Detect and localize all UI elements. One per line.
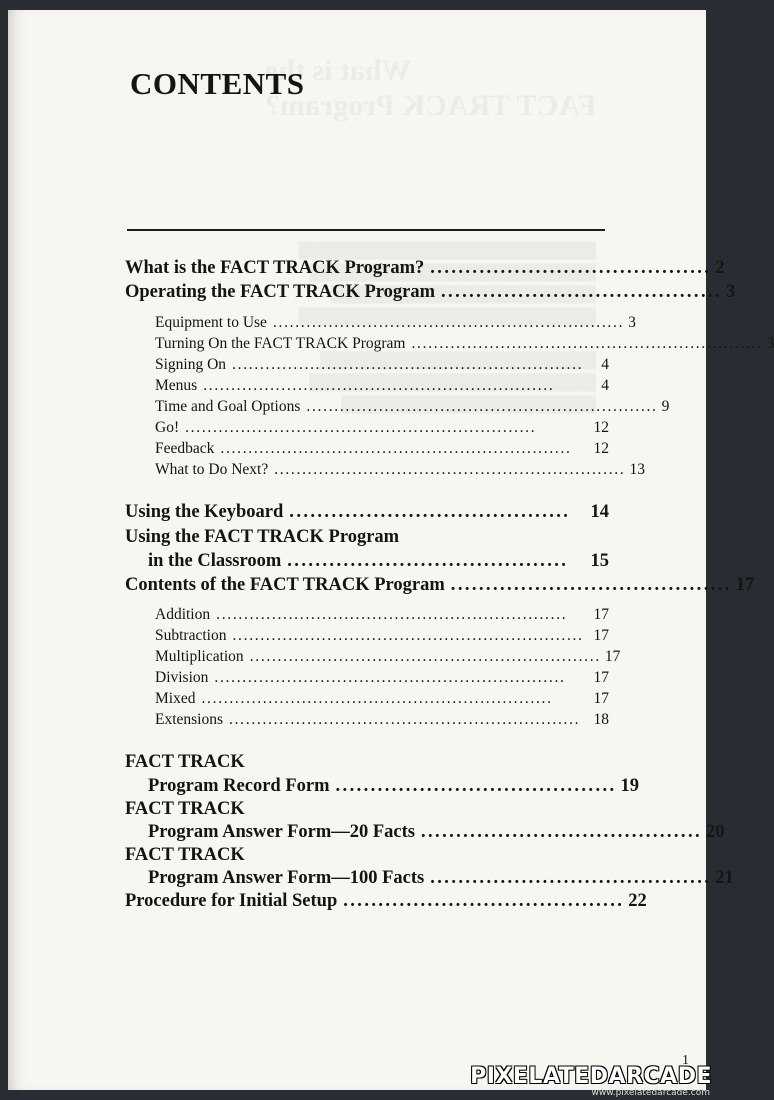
toc-label: What to Do Next? — [155, 461, 269, 478]
toc-classroom-line1: Using the FACT TRACK Program — [125, 527, 400, 547]
toc-label: Program Record Form — [148, 776, 330, 796]
toc-leader: ........................................ — [343, 891, 625, 911]
toc-leader: ........................................ — [421, 822, 702, 842]
toc-label: Addition — [155, 606, 211, 623]
toc-entry-equipment[interactable] — [8, 314, 636, 332]
toc-leader: ............................................................... — [306, 398, 658, 415]
toc-label: Equipment to Use — [155, 314, 267, 331]
toc-label: Multiplication — [155, 648, 244, 665]
toc-label: Using the Keyboard — [125, 502, 284, 522]
toc-page-number: 17 — [604, 648, 621, 665]
page-title: CONTENTS — [130, 66, 305, 101]
toc-entry-contents-of[interactable] — [8, 575, 755, 596]
toc-entry-keyboard[interactable] — [8, 502, 609, 523]
toc-page-number: 17 — [735, 575, 755, 595]
toc-label: Subtraction — [155, 627, 227, 644]
toc-label: Go! — [155, 419, 180, 436]
toc-page-number: 3 — [628, 314, 636, 331]
toc-label: Program Answer Form—20 Facts — [148, 822, 415, 842]
watermark-logo: PIXELATEDARCADE — [470, 1064, 712, 1089]
toc-page-number: 22 — [628, 891, 647, 911]
toc-entry-feedback[interactable] — [8, 440, 609, 458]
toc-entry-mixed[interactable] — [8, 690, 609, 708]
toc-label: Extensions — [155, 711, 224, 728]
toc-leader: ........................................ — [430, 258, 712, 278]
toc-label: Contents of the FACT TRACK Program — [125, 575, 445, 595]
toc-leader: ............................................................... — [203, 377, 555, 394]
toc-entry-extensions[interactable] — [8, 711, 609, 729]
toc-page-number: 17 — [593, 690, 609, 707]
toc-entry-subtraction[interactable] — [8, 627, 609, 645]
toc-page-number: 20 — [706, 822, 725, 842]
toc-leader: ........................................ — [450, 575, 732, 595]
toc-entry-division[interactable] — [8, 669, 609, 687]
toc-label: Operating the FACT TRACK Program — [125, 282, 436, 302]
toc-entry-time-goal[interactable] — [8, 398, 670, 416]
toc-leader: ............................................................... — [232, 356, 584, 373]
toc-leader: ........................................ — [430, 868, 712, 888]
toc-entry-setup[interactable] — [8, 891, 647, 912]
booklet-page — [8, 10, 774, 1090]
page-number: 1 — [682, 1053, 689, 1068]
toc-page-number: 19 — [620, 776, 640, 796]
toc-page-number: 13 — [629, 461, 645, 478]
toc-entry-go[interactable] — [8, 419, 609, 437]
toc-leader: ............................................................... — [201, 690, 553, 707]
toc-record-form-line1: FACT TRACK — [125, 752, 245, 772]
toc-leader: ........................................ — [335, 776, 617, 796]
toc-entry-answer-20[interactable] — [8, 822, 725, 843]
toc-page-number: 12 — [593, 419, 609, 436]
toc-entry-what-is[interactable] — [8, 258, 725, 279]
toc-entry-turning-on[interactable] — [8, 335, 774, 353]
toc-entry-multiplication[interactable] — [8, 648, 621, 666]
toc-leader: ............................................................... — [232, 627, 584, 644]
toc-leader: ............................................................... — [214, 669, 566, 686]
toc-label: Time and Goal Options — [155, 398, 301, 415]
toc-page-number: 4 — [601, 377, 609, 394]
toc-page-number: 17 — [593, 669, 609, 686]
toc-label: Feedback — [155, 440, 215, 457]
toc-leader: ............................................................... — [274, 461, 626, 478]
toc-page-number: 18 — [593, 711, 609, 728]
toc-page-number: 3 — [766, 335, 774, 352]
toc-page-number: 17 — [593, 606, 609, 623]
toc-page-number: 9 — [661, 398, 670, 415]
toc-leader: ............................................................... — [411, 335, 763, 352]
toc-label: Procedure for Initial Setup — [125, 891, 338, 911]
toc-entry-signing-on[interactable] — [8, 356, 609, 374]
toc-label: Turning On the FACT TRACK Program — [155, 335, 406, 352]
toc-entry-record-form[interactable] — [8, 776, 640, 797]
toc-page-number: 14 — [590, 502, 609, 522]
toc-leader: ............................................................... — [249, 648, 601, 665]
toc-label: Mixed — [155, 690, 196, 707]
watermark-url: www.pixelatedarcade.com — [591, 1088, 710, 1098]
toc-label: What is the FACT TRACK Program? — [125, 258, 425, 278]
toc-page-number: 17 — [593, 627, 609, 644]
toc-leader: ........................................ — [441, 282, 723, 302]
toc-entry-answer-100[interactable] — [8, 868, 734, 889]
toc-leader: ............................................................... — [185, 419, 537, 436]
toc-entry-menus[interactable] — [8, 377, 609, 395]
toc-page-number: 15 — [590, 551, 609, 571]
toc-answer-100-line1: FACT TRACK — [125, 845, 245, 865]
toc-leader: ............................................................... — [229, 711, 581, 728]
toc-label: Menus — [155, 377, 198, 394]
table-of-contents — [8, 10, 774, 1090]
toc-entry-what-next[interactable] — [8, 461, 645, 479]
toc-label: Division — [155, 669, 209, 686]
toc-answer-20-line1: FACT TRACK — [125, 799, 245, 819]
toc-leader: ............................................................... — [272, 314, 625, 331]
toc-page-number: 3 — [726, 282, 736, 302]
toc-leader: ........................................ — [289, 502, 571, 522]
toc-entry-operating[interactable] — [8, 282, 736, 303]
toc-leader: ............................................................... — [220, 440, 572, 457]
toc-page-number: 12 — [593, 440, 609, 457]
toc-page-number: 21 — [715, 868, 734, 888]
toc-page-number: 4 — [601, 356, 609, 373]
toc-label: in the Classroom — [148, 551, 282, 571]
toc-leader: ........................................ — [287, 551, 569, 571]
toc-entry-addition[interactable] — [8, 606, 609, 624]
toc-leader: ............................................................... — [216, 606, 568, 623]
toc-entry-classroom[interactable] — [8, 551, 609, 572]
toc-label: Program Answer Form—100 Facts — [148, 868, 425, 888]
toc-label: Signing On — [155, 356, 227, 373]
toc-page-number: 2 — [715, 258, 725, 278]
